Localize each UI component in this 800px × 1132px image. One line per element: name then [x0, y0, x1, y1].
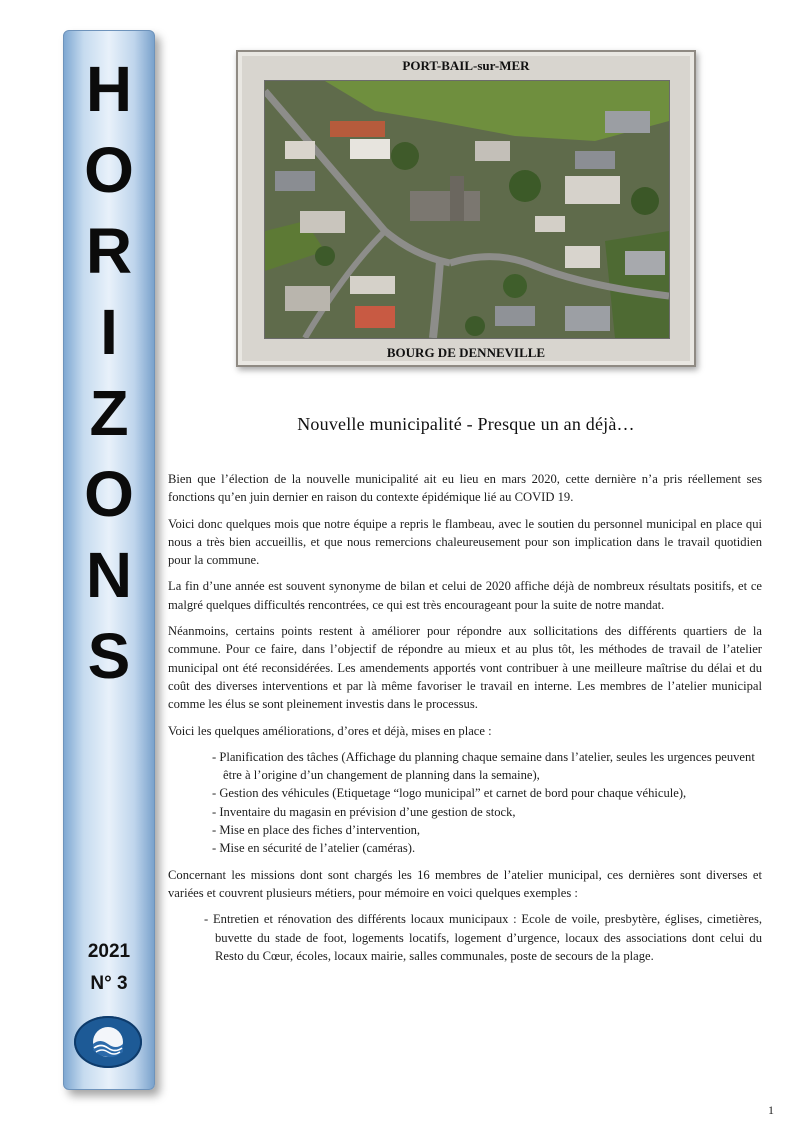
photo-frame — [236, 50, 696, 367]
missions-list — [168, 910, 762, 965]
masthead-letter: I — [100, 296, 118, 368]
issue-number: N° 3 — [90, 973, 128, 994]
list-item: - Entretien et rénovation des différents locaux municipaux : Ecole de voile, presbytère, églises, cimetières, buvette du stade de foot, logements locatifs, logement d’urgence, locaux des associations dont celui du Resto du Cœur, écoles, locaux mairie, salles communales, poste de secours de la plage. — [204, 912, 762, 963]
paragraph: La fin d’une année est souvent synonyme de bilan et celui de 2020 affiche déjà de nombreux résultats positifs, et ce malgré quelques difficultés rencontrées, ce qui est très encourageant pour la suite de notre mandat. — [168, 579, 762, 612]
paragraph: Néanmoins, certains points restent à améliorer pour répondre aux sollicitations des différents quartiers de la commune. Pour ce faire, dans l’objectif de répondre au mieux et au plus tôt, les méthodes de travail de l’atelier municipal ont été reconsidérées. Les amendements apportés vont contribuer à une meilleure maîtrise du délai et du coût des diverses interventions et par là même favoriser le travail en interne. Les membres de l’atelier municipal comme les élus se sont pleinement investis dans le processus. — [168, 624, 762, 712]
masthead-letter: O — [84, 134, 134, 206]
list-item: - Mise en place des fiches d’intervention, — [212, 823, 421, 838]
masthead-letter: N — [85, 539, 133, 611]
paragraph: Voici donc quelques mois que notre équipe a repris le flambeau, avec le soutien du personnel municipal en place qui nous a très bien accueillis, et que nous remercions chaleureusement pour son implication dans le travail quotidien pour la commune. — [168, 516, 762, 568]
paragraph: Bien que l’élection de la nouvelle municipalité ait eu lieu en mars 2020, cette dernière n’a pris réellement ses fonctions qu’en juin dernier en raison du contexte épidémique lié au COVID 19. — [168, 472, 762, 505]
masthead-letter: H — [85, 53, 133, 125]
issue-year: 2021 — [87, 941, 131, 962]
masthead-title — [64, 49, 154, 697]
masthead-spine — [63, 30, 155, 1090]
list-item: - Inventaire du magasin en prévision d’une gestion de stock, — [212, 804, 516, 819]
municipal-logo-icon — [74, 1016, 142, 1068]
article-headline: Nouvelle municipalité - Presque un an déjà… — [297, 414, 635, 434]
page-number: 1 — [768, 1103, 774, 1117]
masthead-letter: O — [84, 458, 134, 530]
paragraph: Voici les quelques améliorations, d’ores et déjà, mises en place : — [168, 723, 492, 738]
improvements-list — [168, 748, 762, 858]
masthead-letter: R — [85, 215, 133, 287]
list-item: - Mise en sécurité de l’atelier (caméras). — [212, 841, 416, 856]
list-item: - Planification des tâches (Affichage du planning chaque semaine dans l’atelier, seules les urgences peuvent être à l’origine d’un changement de planning dans la semaine), — [212, 749, 755, 783]
photo-caption-bottom: BOURG DE DENNEVILLE — [386, 345, 546, 360]
masthead-letter: Z — [89, 377, 129, 449]
masthead-letter: S — [87, 620, 131, 692]
aerial-village-photo — [264, 80, 670, 339]
article-body — [168, 470, 762, 973]
list-item: - Gestion des véhicules (Etiquetage “logo municipal” et carnet de bord pour chaque véhicule), — [212, 786, 687, 801]
photo-caption-top: PORT-BAIL-sur-MER — [402, 58, 530, 73]
paragraph: Concernant les missions dont sont chargés les 16 membres de l’atelier municipal, ces dernières sont diverses et variées et couvrent plusieurs métiers, pour mémoire en voici quelques exemples : — [168, 867, 762, 900]
